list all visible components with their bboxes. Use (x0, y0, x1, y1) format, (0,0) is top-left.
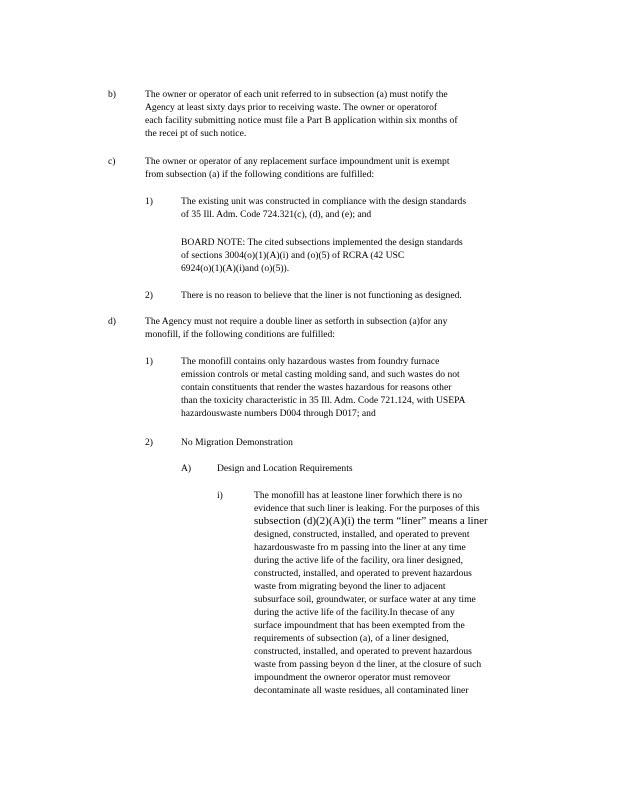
text-line: Agency at least sixty days prior to receiving waste. The owner or operatorof (145, 102, 438, 113)
text-line: The monofill has at leastone liner forwhich there is no (254, 490, 463, 501)
text-line: requirements of subsection (a), of a liner designed, (254, 633, 449, 644)
text-line: monofill, if the following conditions are fulfilled: (145, 329, 335, 340)
clause-label-b: b) (108, 89, 116, 100)
text-line: BOARD NOTE: The cited subsections implemented the design standards (181, 237, 463, 248)
text-line: hazardouswaste fro m passing into the liner at any time (254, 542, 466, 553)
board-note (181, 236, 463, 275)
text-line: the recei pt of such notice. (145, 128, 247, 139)
text-line: emission controls or metal casting molding sand, and such wastes do not (181, 369, 460, 380)
text-line: constructed, installed, and operated to prevent hazardous (254, 646, 472, 657)
text-line: constructed, installed, and operated to prevent hazardous (254, 568, 472, 579)
text-line: 6924(o)(1)(A)(i)and (o)(5)). (181, 263, 290, 274)
text-line: contain constituents that render the wastes hazardous for reasons other (181, 382, 452, 393)
clause-label-d: d) (108, 316, 116, 327)
text-line: There is no reason to believe that the liner is not functioning as designed. (181, 290, 462, 301)
item-label-c1: 1) (145, 196, 153, 207)
subsubitem-i-text (254, 489, 488, 697)
item-label-d1: 1) (145, 356, 153, 367)
text-line: surface impoundment that has been exempted from the (254, 620, 465, 631)
text-line: of sections 3004(o)(1)(A)(i) and (o)(5) of RCRA (42 USC (181, 250, 405, 261)
text-line: hazardouswaste numbers D004 through D017; and (181, 408, 376, 419)
item-label-c2: 2) (145, 290, 153, 301)
text-line: each facility submitting notice must file a Part B application within six months of (145, 115, 458, 126)
text-line: than the toxicity characteristic in 35 Ill. Adm. Code 721.124, with USEPA (181, 395, 466, 406)
item-c2-text (181, 289, 462, 302)
item-label-d2: 2) (145, 437, 153, 448)
text-line: The existing unit was constructed in compliance with the design standards (181, 196, 467, 207)
text-line: subsurface soil, groundwater, or surface water at any time (254, 594, 476, 605)
text-line: during the active life of the facility.In thecase of any (254, 607, 455, 618)
text-line: evidence that such liner is leaking. For the purposes of this (254, 503, 480, 514)
clause-b-text (145, 88, 458, 140)
text-line: impoundment the owneror operator must removeor (254, 672, 451, 683)
text-line: waste from passing beyon d the liner, at the closure of such (254, 659, 482, 670)
text-line: designed, constructed, installed, and operated to prevent (254, 529, 470, 540)
subsubitem-label-i: i) (217, 490, 223, 501)
text-line: from subsection (a) if the following conditions are fulfilled: (145, 169, 375, 180)
item-c1-text (181, 195, 466, 221)
item-d2-title: No Migration Demonstration (181, 437, 293, 448)
subitem-label-A: A) (181, 463, 192, 474)
text-line: waste from migrating beyond the liner to adjacent (254, 581, 446, 592)
text-line: of 35 Ill. Adm. Code 724.321(c), (d), and (e); and (181, 209, 372, 220)
text-line: during the active life of the facility, ora liner designed, (254, 555, 464, 566)
clause-c-text (145, 155, 450, 181)
subitem-A-title: Design and Location Requirements (217, 463, 353, 474)
item-d1-text (181, 355, 466, 420)
text-line: The owner or operator of each unit referred to in subsection (a) must notify the (145, 89, 448, 100)
clause-label-c: c) (108, 156, 116, 167)
text-line: decontaminate all waste residues, all contaminated liner (254, 685, 469, 696)
clause-d-text (145, 315, 447, 341)
text-line: The monofill contains only hazardous wastes from foundry furnace (181, 356, 440, 367)
text-line: subsection (d)(2)(A)(i) the term “liner” means a liner (254, 515, 488, 527)
text-line: The Agency must not require a double liner as setforth in subsection (a)for any (145, 316, 448, 327)
text-line: The owner or operator of any replacement surface impoundment unit is exempt (145, 156, 450, 167)
